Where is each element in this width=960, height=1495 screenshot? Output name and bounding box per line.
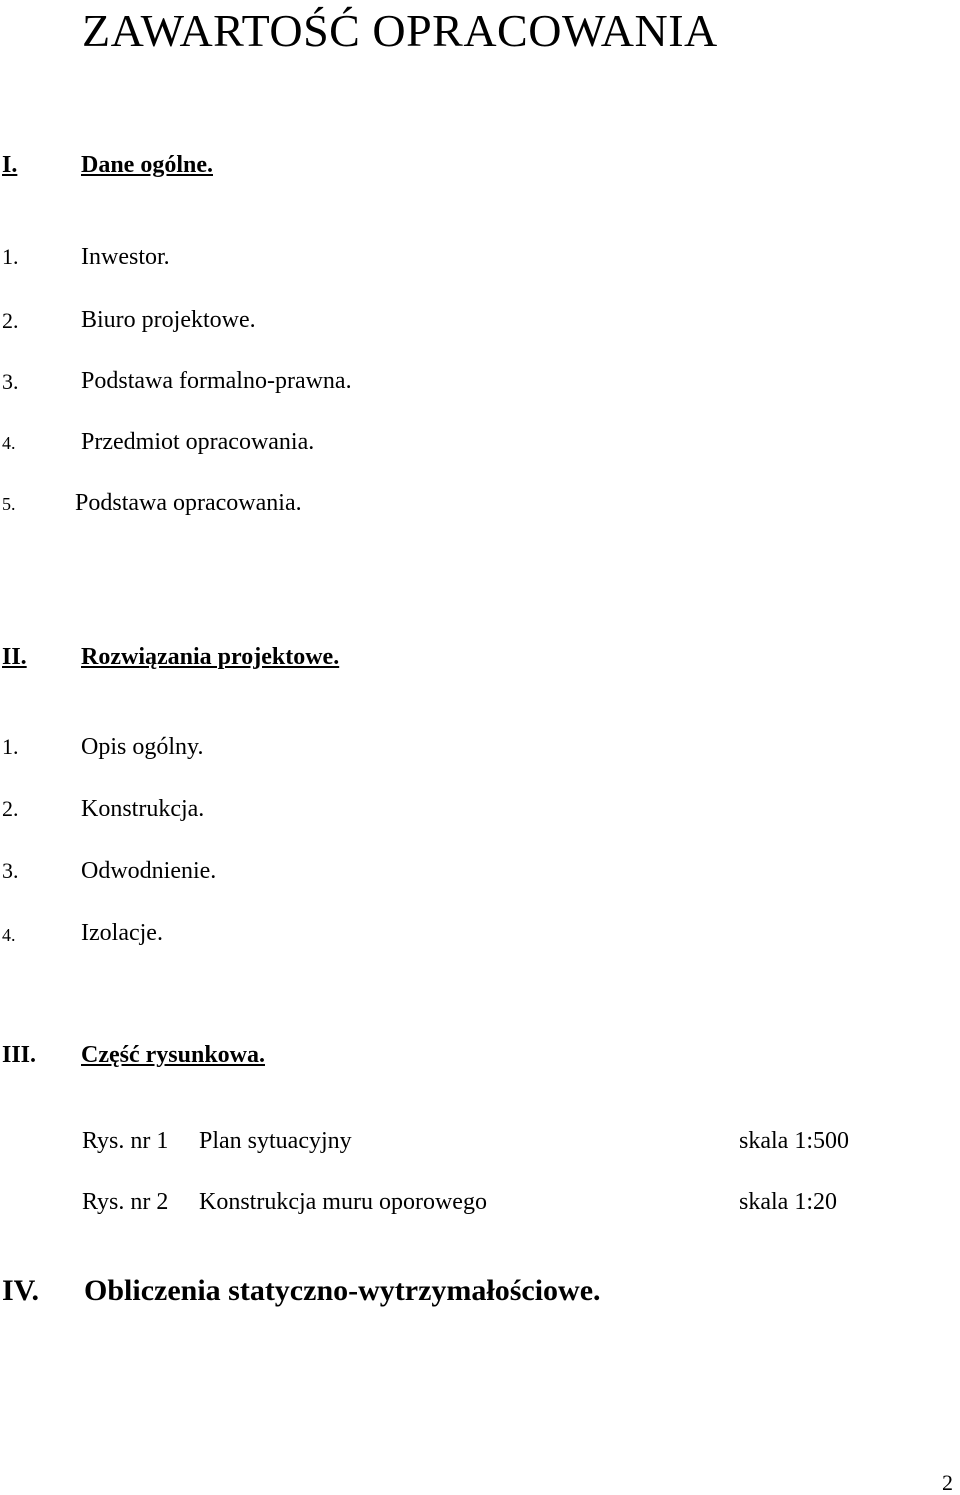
- section-2-item-text: Izolacje.: [81, 920, 163, 946]
- section-4-number: IV.: [2, 1274, 39, 1307]
- section-3-number: III.: [2, 1042, 37, 1068]
- document-title: ZAWARTOŚĆ OPRACOWANIA: [82, 5, 718, 56]
- drawing-name: Plan sytuacyjny: [199, 1128, 352, 1154]
- section-2-item-number: 4.: [2, 925, 16, 945]
- section-2-item-number: 2.: [2, 796, 19, 821]
- section-1-item-number: 2.: [2, 308, 19, 333]
- section-2-item-number: 1.: [2, 734, 19, 759]
- drawing-scale: skala 1:20: [739, 1189, 837, 1215]
- section-1-title: Dane ogólne.: [81, 152, 213, 178]
- page-number: 2: [942, 1470, 953, 1495]
- section-1-item-number: 4.: [2, 433, 16, 453]
- section-1-item-text: Podstawa formalno-prawna.: [81, 368, 352, 394]
- section-1-item-number: 5.: [2, 494, 16, 514]
- drawing-name: Konstrukcja muru oporowego: [199, 1189, 487, 1215]
- section-1-item-text: Inwestor.: [81, 244, 170, 270]
- drawing-reference: Rys. nr 1: [82, 1128, 169, 1154]
- section-2-item-number: 3.: [2, 858, 19, 883]
- section-3-title: Część rysunkowa.: [81, 1042, 265, 1068]
- section-1-item-text: Podstawa opracowania.: [75, 490, 302, 516]
- section-2-title: Rozwiązania projektowe.: [81, 644, 340, 670]
- section-1-item-text: Przedmiot opracowania.: [81, 429, 315, 455]
- section-2-item-text: Odwodnienie.: [81, 858, 217, 884]
- drawing-reference: Rys. nr 2: [82, 1189, 169, 1215]
- section-4-title: Obliczenia statyczno-wytrzymałościowe.: [84, 1274, 601, 1307]
- section-1-item-text: Biuro projektowe.: [81, 307, 256, 333]
- section-2-item-text: Opis ogólny.: [81, 734, 204, 760]
- section-1-number: I.: [2, 152, 18, 178]
- section-2-item-text: Konstrukcja.: [81, 796, 205, 822]
- drawing-scale: skala 1:500: [739, 1128, 849, 1154]
- section-2-number: II.: [2, 644, 27, 670]
- section-1-item-number: 1.: [2, 244, 19, 269]
- section-1-item-number: 3.: [2, 369, 19, 394]
